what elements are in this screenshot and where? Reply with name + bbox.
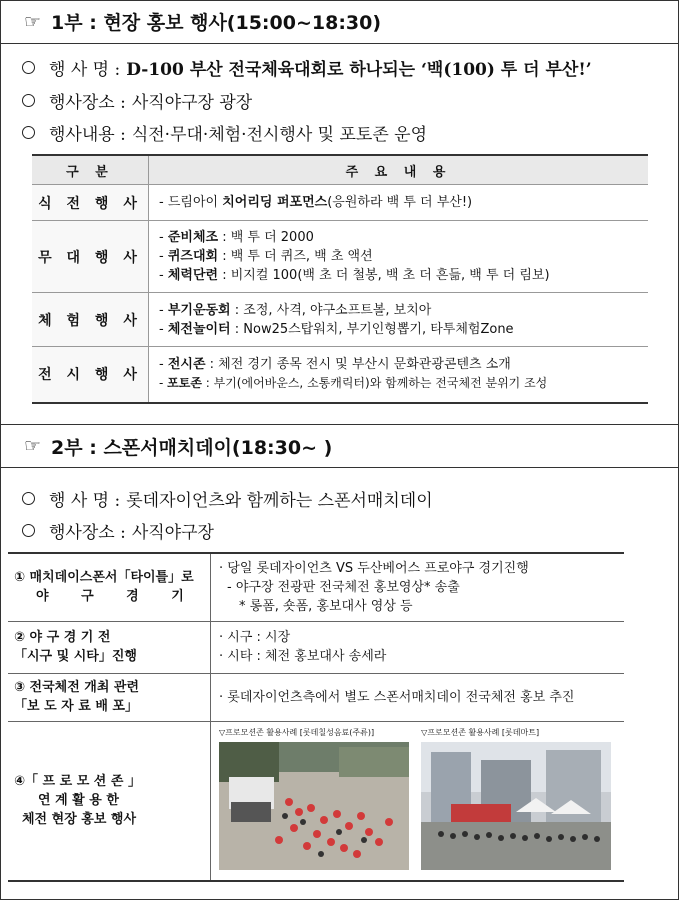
promotion-photo-lotte-mart: ▽프로모션존 활용사례 [롯데마트] [421,728,611,878]
circle-bullet-icon [22,492,35,505]
table-row: ② 야 구 경 기 전 「시구 및 시타」진행 · 시구 : 시장 · 시타 : 체전 홍보대사 송세라 [8,621,624,673]
pointing-hand-icon: ☞ [24,10,42,33]
bullet-event-venue: 행사장소 : 사직야구장 [22,518,214,543]
circle-bullet-icon [22,126,35,139]
table-row: ① 매치데이스폰서「타이틀」로 야 구 경 기 · 당일 롯데자이언츠 VS 두산베어스 프로야구 경기진행 - 야구장 전광판 전국체전 홍보영상* 송출 * 롱폼, 숏폼, 홍보대사 영상 등 [8,553,624,621]
section-header-part2 [0,424,679,468]
circle-bullet-icon [22,61,35,74]
table-row: ④「 프 로 모 션 존 」 연 계 활 용 한 체전 현장 홍보 행사 ▽프로모션존 활용사례 [롯데칠성음료(주류)] ▽프로모션존 활용사례 [롯데마트] [8,721,624,881]
bullet-event-name: 행 사 명 : 롯데자이언츠와 함께하는 스폰서매치데이 [22,486,433,511]
bullet-event-content: 행사내용 : 식전·무대·체험·전시행사 및 포토존 운영 [22,120,427,145]
program-table [32,154,648,404]
section-header-part1 [0,0,679,44]
circle-bullet-icon [22,94,35,107]
section-title: 2부 : 스폰서매치데이(18:30~ ) [51,436,333,459]
promotion-photo-lotte-chilsung: ▽프로모션존 활용사례 [롯데칠성음료(주류)] [219,728,409,878]
bullet-event-venue: 행사장소 : 사직야구장 광장 [22,88,252,113]
table-row: 식 전 행 사 - 드림아이 치어리딩 퍼포먼스(응원하라 백 투 더 부산!) [32,185,648,221]
table-header-content: 주 요 내 용 [149,155,649,185]
crowd-photo-image [219,742,409,870]
table-row: 무 대 행 사 - 준비체조 : 백 투 더 2000 - 퀴즈대회 : 백 투 더 퀴즈, 백 초 액션 - 체력단련 : 비지컬 100(백 초 더 철봉, 백 초 더 흔듦, 백 투 더 림보) [32,221,648,293]
table-row: 체 험 행 사 - 부기운동회 : 조정, 사격, 야구소프트볼, 보치아 - 체전놀이터 : Now25스탑워치, 부기인형뽑기, 타투체험Zone [32,293,648,347]
pointing-hand-icon: ☞ [24,435,42,457]
circle-bullet-icon [22,524,35,537]
booth-photo-image [421,742,611,870]
bullet-event-name: 행 사 명 : D-100 부산 전국체육대회로 하나되는 ‘백(100) 투 더 부산!’ [22,55,592,80]
sponsor-table [8,552,624,882]
table-row: 전 시 행 사 - 전시존 : 체전 경기 종목 전시 및 부산시 문화관광콘텐츠 소개 - 포토존 : 부기(에어바운스, 소통캐릭터)와 함께하는 전국체전 분위기 조성 [32,347,648,403]
section-title: 1부 : 현장 홍보 행사(15:00~18:30) [51,12,382,34]
table-header-category: 구 분 [32,155,149,185]
table-row: ③ 전국체전 개최 관련 「보 도 자 료 배 포」 · 롯데자이언츠측에서 별도 스폰서매치데이 전국체전 홍보 추진 [8,673,624,721]
